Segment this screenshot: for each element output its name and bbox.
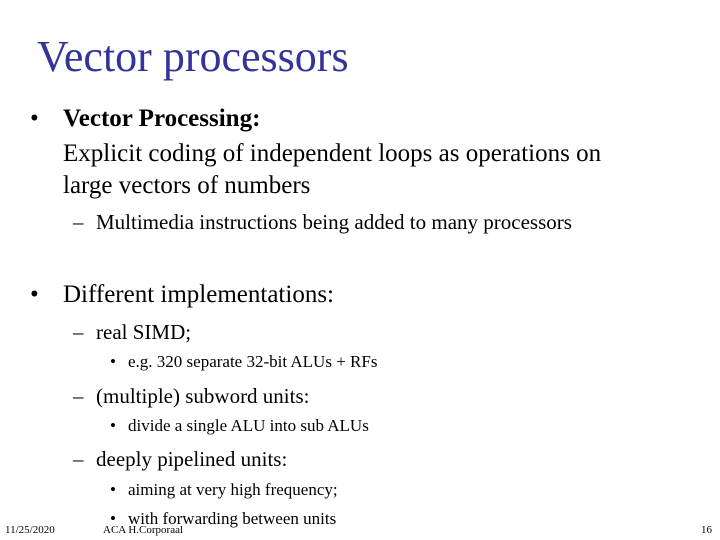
sub-sub-bullet-divide-alu: divide a single ALU into sub ALUs [128, 416, 369, 435]
bullet-marker: • [30, 281, 39, 308]
sub-sub-bullet-marker: • [110, 480, 116, 499]
sub-sub-bullet-marker: • [110, 416, 116, 435]
sub-bullet-multimedia: Multimedia instructions being added to many processors [96, 210, 572, 234]
bullet-body-line: large vectors of numbers [63, 172, 311, 199]
sub-sub-bullet-high-frequency: aiming at very high frequency; [128, 480, 338, 499]
sub-bullet-marker: – [73, 320, 84, 344]
sub-bullet-marker: – [73, 447, 84, 471]
bullet-marker: • [30, 105, 39, 132]
bullet-heading-vector-processing: Vector Processing: [63, 105, 261, 132]
footer-page-number: 16 [701, 524, 712, 536]
sub-sub-bullet-marker: • [110, 509, 116, 528]
sub-bullet-marker: – [73, 210, 84, 234]
sub-bullet-marker: – [73, 384, 84, 408]
slide-title: Vector processors [37, 32, 349, 81]
sub-sub-bullet-marker: • [110, 352, 116, 371]
bullet-body-line: Explicit coding of independent loops as operations on [63, 140, 602, 167]
sub-bullet-deeply-pipelined: deeply pipelined units: [96, 447, 288, 471]
footer-author: ACA H.Corporaal [103, 524, 184, 536]
sub-bullet-subword-units: (multiple) subword units: [96, 384, 310, 408]
bullet-heading-different-implementations: Different implementations: [63, 281, 334, 308]
sub-sub-bullet-forwarding: with forwarding between units [128, 509, 337, 528]
sub-bullet-real-simd: real SIMD; [96, 320, 192, 344]
sub-sub-bullet-alus: e.g. 320 separate 32-bit ALUs + RFs [128, 352, 378, 371]
footer-date: 11/25/2020 [5, 524, 55, 536]
